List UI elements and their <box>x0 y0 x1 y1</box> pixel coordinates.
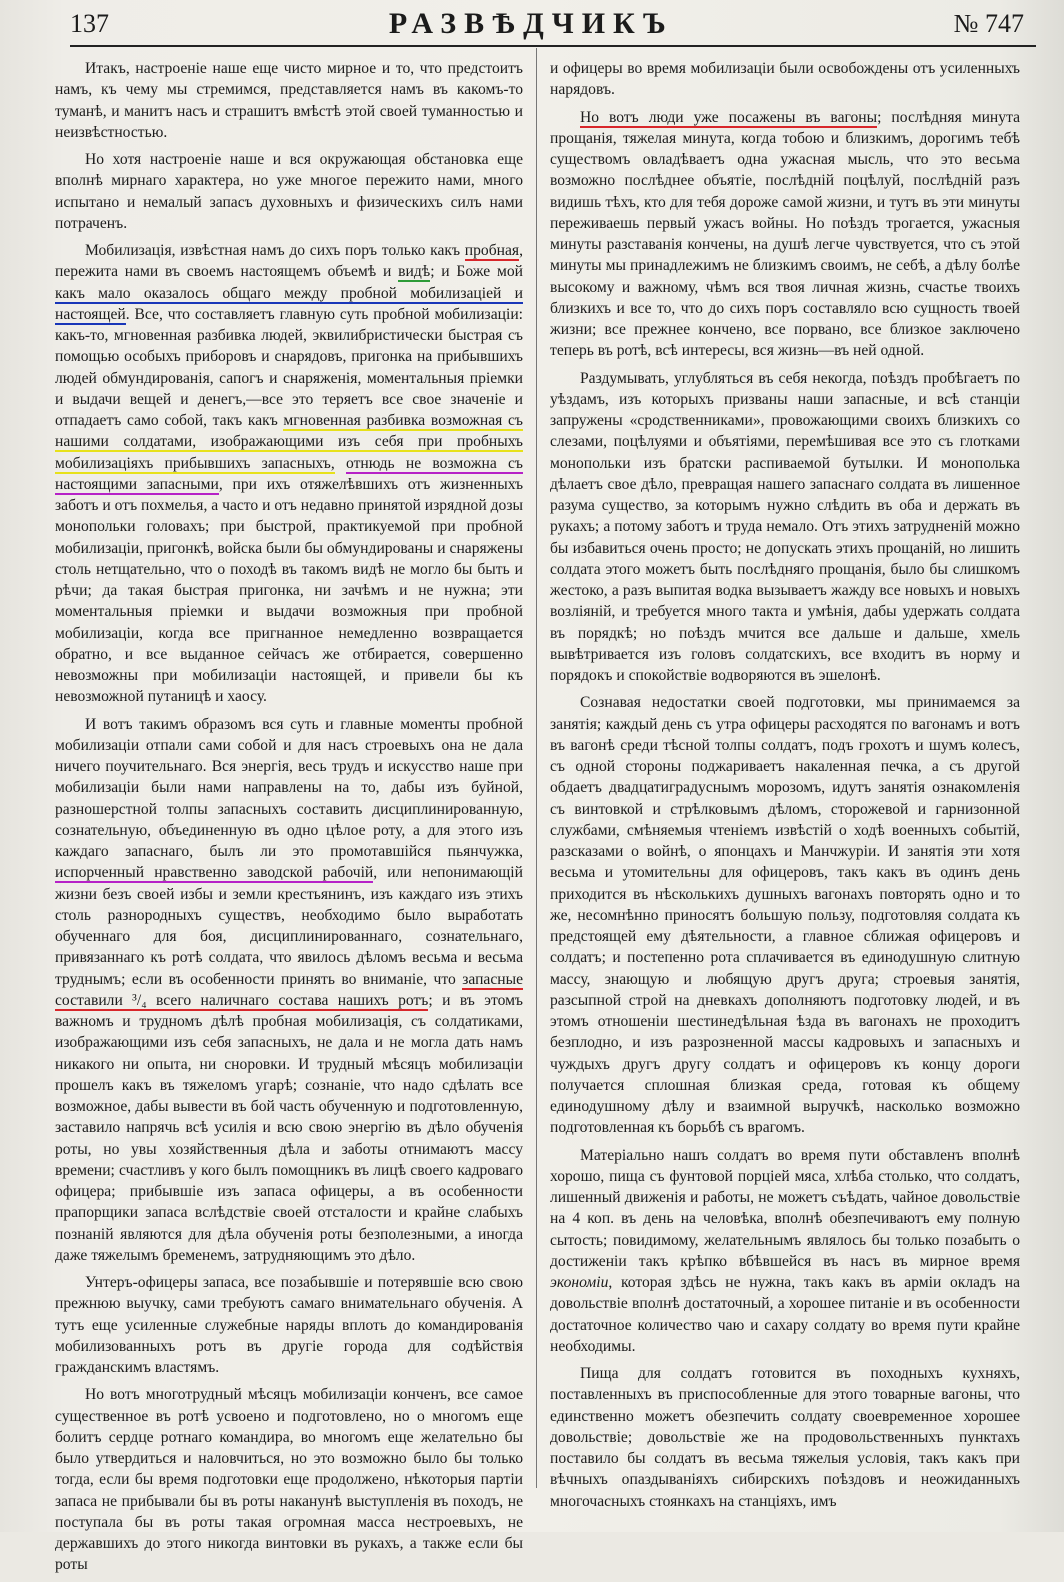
right-paragraph-2 <box>550 107 1020 362</box>
left-paragraph-6: Но вотъ многотрудный мѣсяцъ мобилизаціи конченъ, все самое существенное въ ротѣ усвоено и подготовлено, но о многомъ еще болитъ сердце ротнаго командира, во многомъ еще желательно бы было утвердиться и наловчиться, но это возможно было бы только тогда, если бы время подготовки еще продолжено, нѣкоторыя партіи запаса не прибывали бы въ роты наканунѣ выступленія въ походъ, не поступала бы въ роты такая огромная масса нестроевыхъ, не державшихъ до этого никогда винтовки въ рукахъ, а также если бы роты <box>55 1386 523 1574</box>
blue-highlight: какъ мало оказалось общаго между пробной мобилизаціей и настоящей <box>55 284 523 323</box>
red-highlight: пробная <box>464 242 520 259</box>
left-paragraph-5: Унтеръ-офицеры запаса, все позабывшіе и потерявшіе всю свою прежнюю выучку, сами требуютъ самаго внимательнаго обученія. А тутъ еще усиленные служебные наряды вплоть до командированія мобилизованныхъ ротъ въ другіе города для содѣйствія гражданскимъ властямъ. <box>55 1274 523 1376</box>
italic-word: экономіи <box>550 1274 609 1291</box>
yellow-highlight: мгновенная разбивка возможная съ нашими солдатами, изображающими изъ себя при пробныхъ мобилизаціяхъ прибывшихъ запасныхъ, <box>55 412 523 472</box>
page-number: 137 <box>70 9 109 38</box>
left-paragraph-3 <box>55 240 523 708</box>
right-paragraph-5 <box>550 1145 1020 1358</box>
left-paragraph-2: Но хотя настроеніе наше и вся окружающая обстановка еще вполнѣ мирнаго характера, но уже многое пережито нами, много испытано и немалый запасъ духовныхъ и физическихъ силъ нами потраченъ. <box>55 151 523 232</box>
right-paragraph-6: Пища для солдатъ готовится въ походныхъ кухняхъ, поставленныхъ въ приспособленные для этого товарные вагоны, что единственно можетъ обезпечить солдату своевременное хорошее довольствіе; довольствіе же на продовольственныхъ пунктахъ поставило бы солдатъ въ весьма тяжелыя условія, такъ какъ при вѣчныхъ опаздываніяхъ сибирскихъ поѣздовъ и неожиданныхъ многочасныхъ стоянкахъ на станціяхъ, имъ <box>550 1365 1020 1510</box>
text-run: , которая здѣсь не нужна, такъ какъ въ арміи окладъ на довольствіе вполнѣ достаточный, а хорошее питаніе и въ особенности достаточное количество чаю и сахару солдату во время пути крайне необходимы. <box>550 1274 1020 1355</box>
right-column <box>550 58 1020 1518</box>
text-run <box>335 455 346 472</box>
right-paragraph-4: Сознавая недостатки своей подготовки, мы принимаемся за занятія; каждый день съ утра офицеры расходятся по вагонамъ и вотъ въ вагонѣ среди тѣсной толпы солдатъ, подъ грохотъ и шумъ колесъ, съ одной стороны поджариваетъ накаленная печка, а съ другой обдаетъ двадцатиградуснымъ морозомъ, идутъ занятія ознакомленія съ винтовкой и стрѣлковымъ дѣломъ, сторожевой и гарнизонной службами, смѣняемыя чтеніемъ извѣстій о ходѣ военныхъ событій, разсказами о войнѣ, о японцахъ и Манчжуріи. И занятія эти хотя весьма и утомительны для офицеровъ, такъ какъ въ одинъ день приходится въ нѣсколькихъ душныхъ вагонахъ повторять одно и то же, несомнѣнно приносятъ большую пользу, подготовляя солдата къ предстоящей ему дѣятельности, а главное сближая офицеровъ и солдатъ; и постепенно рота сплачивается въ единодушную слитную массу, знающую и любящую другъ друга; строевыя занятія, разсыпной строй на дневкахъ дополняютъ подготовку людей, и въ этомъ отношеніи шестинедѣльная ѣзда въ вагонахъ не проходитъ безплодно, и изъ разрозненной массы кадровыхъ и запасныхъ и чуждыхъ другъ другу солдатъ и офицеровъ къ концу дороги получается сплошная близкая среда, готовая къ общему единодушному дѣлу и взаимной выручкѣ, насколько возможно подготовленная къ борьбѣ съ врагомъ. <box>550 694 1020 1137</box>
text-run: ; и въ этомъ важномъ и трудномъ дѣлѣ пробная мобилизація, съ солдатиками, изображающими изъ себя запасныхъ, не дала и не могла дать намъ никакого ни опыта, ни сноровки. И трудный мѣсяцъ мобилизаціи прошелъ какъ въ тяжеломъ угарѣ; сознаніе, что надо сдѣлать все возможное, дабы вывести въ бой часть обученную и подготовленную, заставило напрячь всѣ усилія и всю свою энергію въ дѣло обученія роты, но увы хозяйственныя дѣла и заботы отнимаютъ массу времени; счастливъ у кого былъ помощникъ въ лицѣ своего кадроваго офицера; прибывшіе изъ запаса офицеры, а въ особенности прапорщики запаса вслѣдствіе своей отсталости и крайне слабыхъ познаній являются для дѣла обученія роты безполезными, а иногда даже тяжелымъ бременемъ, затрудняющимъ это дѣло. <box>55 991 523 1264</box>
text-run: , при ихъ отяжелѣвшихъ отъ жизненныхъ заботъ и отъ похмелья, а часто и отъ недавно принятой изрядной дозы монопольки головахъ; при быстрой, практикуемой при пробной мобилизаціи, пригонкѣ, войска были бы обмундированы и снаряжены столь нетщательно, что о походѣ въ такомъ видѣ не могло бы быть и рѣчи; да такая быстрая пригонка, ни зачѣмъ и не нужна; эти моментальныя пріемки и выдачи возможныя при пробной мобилизаціи, когда все пригнанное немедленно возвращается обратно, и все выданное сейчасъ же отбирается, совершенно невозможны при мобилизаціи настоящей, и привели бы къ невозможной путаницѣ и хаосу. <box>55 475 524 706</box>
red-highlight: Но вотъ люди уже посажены въ вагоны <box>580 108 878 126</box>
right-paragraph-1: и офицеры во время мобилизаціи были освобождены отъ усиленныхъ нарядовъ. <box>550 60 1020 99</box>
text-run: , или непонимающій жизни безъ своей избы и земли крестьянинъ, изъ каждаго изъ этихъ столь разнородныхъ существъ, необходимо было выработать обученнаго для боя, дисциплинированнаго, сознательнаго, привязаннаго къ ротѣ солдата, что явилось дѣломъ весьма и весьма труднымъ; если въ особенности принять во вниманіе, что <box>55 864 523 988</box>
text-run: . Все, что составляетъ главную суть пробной мобилизаціи: какъ-то, мгновенная разбивка людей, эквилибристически быстрая съ помощью особыхъ приборовъ и снарядовъ, пригонка на прибывшихъ людей обмундированія, сапогъ и снаряженія, моментальныя пріемки и выдачи вещей и денегъ,—все это теряетъ все свое значеніе и отпадаетъ само собой, такъ какъ <box>55 305 523 429</box>
text-run: Матеріально нашъ солдатъ во время пути обставленъ вполнѣ хорошо, пища съ фунтовой порціей мяса, хлѣба столько, что солдатъ, лишенный движенія и работы, не можетъ съѣдать, чайное довольствіе на 4 коп. въ день на человѣка, вполнѣ обезпечиваютъ ему полную сытость; повидимому, желательнымъ являлось бы только позабыть о достиженіи такъ крѣпко вбѣвшейся въ насъ въ мирное время <box>550 1146 1020 1270</box>
text-run: Мобилизація, извѣстная намъ до сихъ поръ только какъ <box>85 242 465 259</box>
header-rule <box>70 45 1036 47</box>
green-highlight: видѣ <box>398 263 431 281</box>
purple-highlight: испорченный нравственно заводской рабочій <box>55 864 374 882</box>
issue-number: № 747 <box>953 9 1024 38</box>
purple-highlight: отнюдь не возможна съ настоящими запасными <box>55 454 523 493</box>
column-divider <box>536 48 537 1488</box>
text-run: ; послѣдняя минута прощанія, тяжелая минута, когда тобою и близкимъ, дорогимъ тебѣ существомъ овладѣваетъ одна ужасная мысль, что это весьма возможно послѣднее объятіе, послѣдній поцѣлуй, послѣдній разъ видишь тѣхъ, кто для тебя дороже самой жизни, и тутъ въ эти минуты переживаешь первый ужасъ войны. Но поѣздъ трогается, ужасныя минуты разставанія кончены, на душѣ легче чувствуется, что съ этой минуты мы принадлежимъ не близкимъ своимъ, не себѣ, а дѣлу болѣе высокому и важному, чѣмъ вся твоя личная жизнь, счастье твоихъ близкихъ и все то, что до сихъ поръ составляло всю сущность твоей жизни; все прежнее кончено, все порвано, все близкое заключено теперь въ ротѣ, всѣ интересы, вся жизнь—въ ней одной. <box>550 108 1020 360</box>
text-run: , пережита нами въ своемъ настоящемъ объемѣ и <box>55 242 523 281</box>
left-paragraph-4 <box>55 714 523 1267</box>
left-column <box>55 58 523 1582</box>
page-header <box>70 4 1024 44</box>
text-run: И вотъ такимъ образомъ вся суть и главные моменты пробной мобилизаціи отпали сами собой и для насъ строевыхъ она не дала ничего поучительнаго. Вся энергія, весь трудъ и искусство наше при мобилизаціи были нами направлены на то, дабы изъ буйной, разношерстной толпы запасныхъ составить дисциплинированную, сознательную, объединенную въ одно цѣлое роту, а для этого изъ каждаго запаснаго, былъ ли это промотавшійся пьянчужка, <box>55 715 523 860</box>
right-paragraph-3: Раздумывать, углубляться въ себя некогда, поѣздъ пробѣгаетъ по уѣздамъ, изъ которыхъ призваны наши запасные, и всѣ станціи запружены «сродственниками», провожающими своихъ близкихъ со слезами, поцѣлуями и объятіями, перемѣшивая все это съ глотками монопольки изъ братски распиваемой бутылки. И монополька дѣлаетъ свое дѣло, превращая нашего запаснаго солдата въ лишенное разума существо, за которымъ нужно слѣдить въ оба и держать въ рукахъ; а потому заботъ и труда немало. Отъ этихъ затрудненій можно бы избавиться очень просто; не допускать этихъ прощаній, но лишить солдата этого можетъ быть послѣдняго прощанія, было бы слишкомъ жестоко, а разъ выпитая водка вызываетъ жажду все новыхъ и новыхъ возліяній, и требуется много такта и умѣнія, дабы удержать солдата въ порядкѣ; но поѣздъ мчится все дальше и дальше, хмель вывѣтривается изъ головъ солдатскихъ, все входитъ въ норму и порядокъ и спокойствіе водворяются въ эшелонѣ. <box>550 369 1020 684</box>
journal-title: РАЗВѢДЧИКЪ <box>388 7 674 40</box>
red-highlight: запасные составили ³/₄ всего наличнаго состава нашихъ ротъ <box>55 970 523 1009</box>
left-paragraph-1: Итакъ, настроеніе наше еще чисто мирное и то, что предстоитъ намъ, къ чему мы стремимся, представляется намъ въ какомъ-то туманѣ, и манитъ насъ и страшитъ вмѣстѣ этой своей туманностью и неизвѣстностью. <box>55 60 523 141</box>
text-run: ; и Боже мой <box>430 263 523 281</box>
